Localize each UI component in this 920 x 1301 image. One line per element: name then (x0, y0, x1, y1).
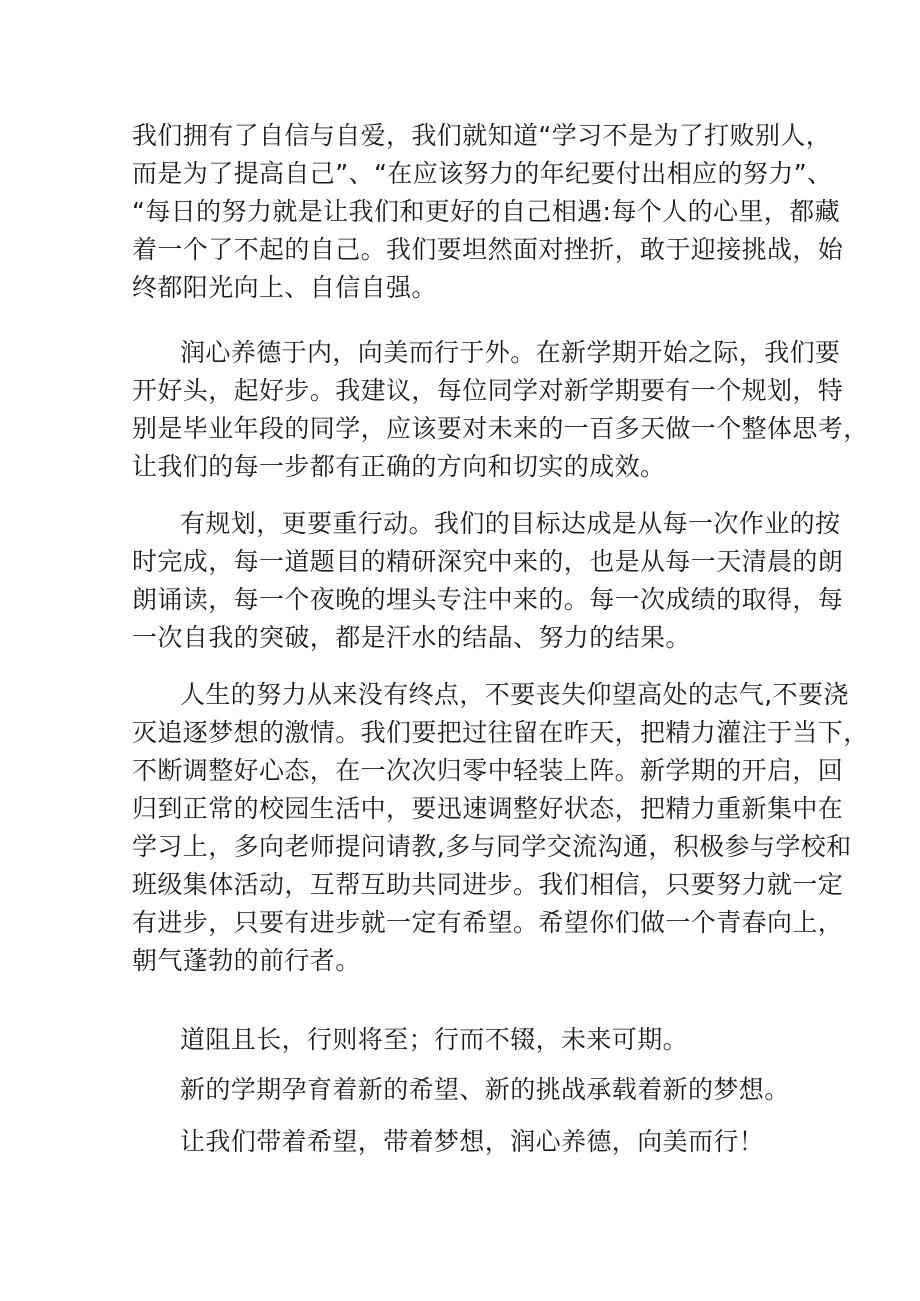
paragraph-6 (132, 1071, 812, 1109)
paragraph-3 (132, 505, 844, 657)
paragraph-3-line-2: 时完成，每一道题目的精研深究中来的，也是从每一天清晨的朗 (132, 547, 844, 576)
paragraph-1-line-1: 我们拥有了自信与自爱，我们就知道“学习不是为了打败别人， (132, 121, 832, 150)
paragraph-7 (132, 1123, 812, 1161)
paragraph-4-line-1: 人生的努力从来没有终点，不要丧失仰望高处的志气,不要浇 (180, 680, 849, 709)
paragraph-4-line-6: 班级集体活动，互帮互助共同进步。我们相信，只要努力就一定 (132, 870, 844, 899)
paragraph-4-line-2: 灭追逐梦想的激情。我们要把过往留在昨天，把精力灌注于当下， (132, 718, 869, 747)
paragraph-4-line-3: 不断调整好心态，在一次次归零中轻装上阵。新学期的开启，回 (132, 756, 844, 785)
paragraph-2-line-1: 润心养德于内，向美而行于外。在新学期开始之际，我们要 (180, 338, 841, 367)
paragraph-1-line-5: 终都阳光向上、自信自强。 (132, 273, 437, 302)
paragraph-1-line-2: 而是为了提高自己”、“在应该努力的年纪要付出相应的努力”、 (132, 159, 833, 188)
paragraph-3-line-4: 一次自我的突破，都是汗水的结晶、努力的结果。 (132, 623, 691, 652)
paragraph-4-line-8: 朝气蓬勃的前行者。 (132, 946, 361, 975)
paragraph-2-line-2: 开好头，起好步。我建议，每位同学对新学期要有一个规划，特 (132, 376, 844, 405)
paragraph-1 (132, 117, 844, 307)
paragraph-7-line-1: 让我们带着希望，带着梦想，润心养德，向美而行！ (180, 1127, 765, 1156)
paragraph-6-line-1: 新的学期孕育着新的希望、新的挑战承载着新的梦想。 (180, 1075, 790, 1104)
paragraph-4 (132, 676, 869, 980)
paragraph-4-line-4: 归到正常的校园生活中，要迅速调整好状态，把精力重新集中在 (132, 794, 844, 823)
paragraph-3-line-1: 有规划，更要重行动。我们的目标达成是从每一次作业的按 (180, 509, 841, 538)
paragraph-4-line-7: 有进步，只要有进步就一定有希望。希望你们做一个青春向上， (132, 908, 844, 937)
paragraph-5 (132, 1021, 812, 1059)
paragraph-3-line-3: 朗诵读，每一个夜晚的埋头专注中来的。每一次成绩的取得，每 (132, 585, 844, 614)
paragraph-1-line-4: 着一个了不起的自己。我们要坦然面对挫折，敢于迎接挑战，始 (132, 235, 844, 264)
paragraph-1-line-3: “每日的努力就是让我们和更好的自己相遇:每个人的心里，都藏 (132, 197, 840, 226)
paragraph-2-line-3: 别是毕业年段的同学，应该要对未来的一百多天做一个整体思考， (132, 414, 869, 443)
paragraph-2 (132, 334, 869, 486)
paragraph-4-line-5: 学习上，多向老师提问请教,多与同学交流沟通，积极参与学校和 (132, 832, 852, 861)
paragraph-2-line-4: 让我们的每一步都有正确的方向和切实的成效。 (132, 452, 666, 481)
paragraph-5-line-1: 道阻且长，行则将至；行而不辍，未来可期。 (180, 1025, 689, 1054)
